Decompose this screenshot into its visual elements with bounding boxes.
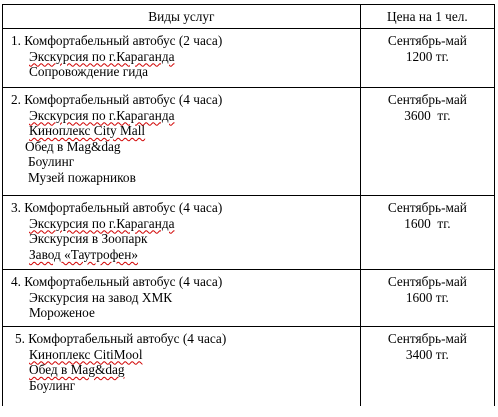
service-item: Сопровождение гида	[29, 64, 148, 80]
price-value: 1600 тг.	[404, 215, 451, 231]
price-value: 1200 тг.	[405, 48, 449, 64]
services-price-table	[2, 4, 495, 406]
price-cell	[360, 196, 494, 270]
service-item: Обед в Mag&dag	[25, 138, 121, 154]
service-item: Киноплекс CitiMool	[29, 346, 143, 362]
service-cell	[3, 196, 361, 270]
service-item: Экскурсия в Зоопарк	[29, 231, 148, 247]
table-row	[3, 196, 495, 270]
service-title: 3. Комфортабельный автобус (4 часа)	[11, 200, 223, 215]
table-row	[3, 88, 495, 196]
price-season: Сентябрь-май	[387, 200, 467, 215]
price-cell	[360, 88, 494, 196]
service-cell	[3, 270, 361, 327]
price-value: 1600 тг.	[405, 289, 449, 305]
header-services: Виды услуг	[3, 5, 361, 29]
header-price: Цена на 1 чел.	[360, 5, 494, 29]
service-item: Музей пожарников	[28, 169, 136, 185]
service-title: 1. Комфортабельный автобус (2 часа)	[11, 33, 223, 48]
service-title: 4. Комфортабельный автобус (4 часа)	[11, 274, 223, 289]
price-cell	[360, 29, 494, 88]
service-item: Мороженое	[29, 305, 95, 321]
service-item: Экскурсия по г.Караганда	[29, 107, 175, 123]
service-item: Экскурсия по г.Караганда	[29, 215, 175, 231]
service-item: Боулинг	[28, 154, 75, 170]
service-item: Киноплекс City Mall	[29, 123, 146, 139]
service-title: 5. Комфортабельный автобус (4 часа)	[15, 331, 227, 346]
service-item: Экскурсия на завод ХМК	[29, 289, 173, 305]
table-header-row	[3, 5, 495, 29]
service-item: Обед в Mag&dag	[29, 362, 125, 378]
service-cell	[3, 327, 361, 406]
table-row	[3, 327, 495, 406]
service-item: Завод «Таутрофен»	[29, 246, 138, 262]
price-season: Сентябрь-май	[387, 92, 467, 107]
service-item: Экскурсия по г.Караганда	[29, 48, 175, 64]
table-row	[3, 29, 495, 88]
service-cell	[3, 29, 361, 88]
price-value: 3400 тг.	[405, 346, 449, 362]
table-row	[3, 270, 495, 327]
price-value: 3600 тг.	[404, 107, 451, 123]
price-season: Сентябрь-май	[387, 274, 467, 289]
service-cell	[3, 88, 361, 196]
price-cell	[360, 327, 494, 406]
price-season: Сентябрь-май	[387, 33, 467, 48]
price-season: Сентябрь-май	[387, 331, 467, 346]
service-title: 2. Комфортабельный автобус (4 часа)	[11, 92, 223, 107]
service-item: Боулинг	[29, 377, 76, 393]
price-cell	[360, 270, 494, 327]
